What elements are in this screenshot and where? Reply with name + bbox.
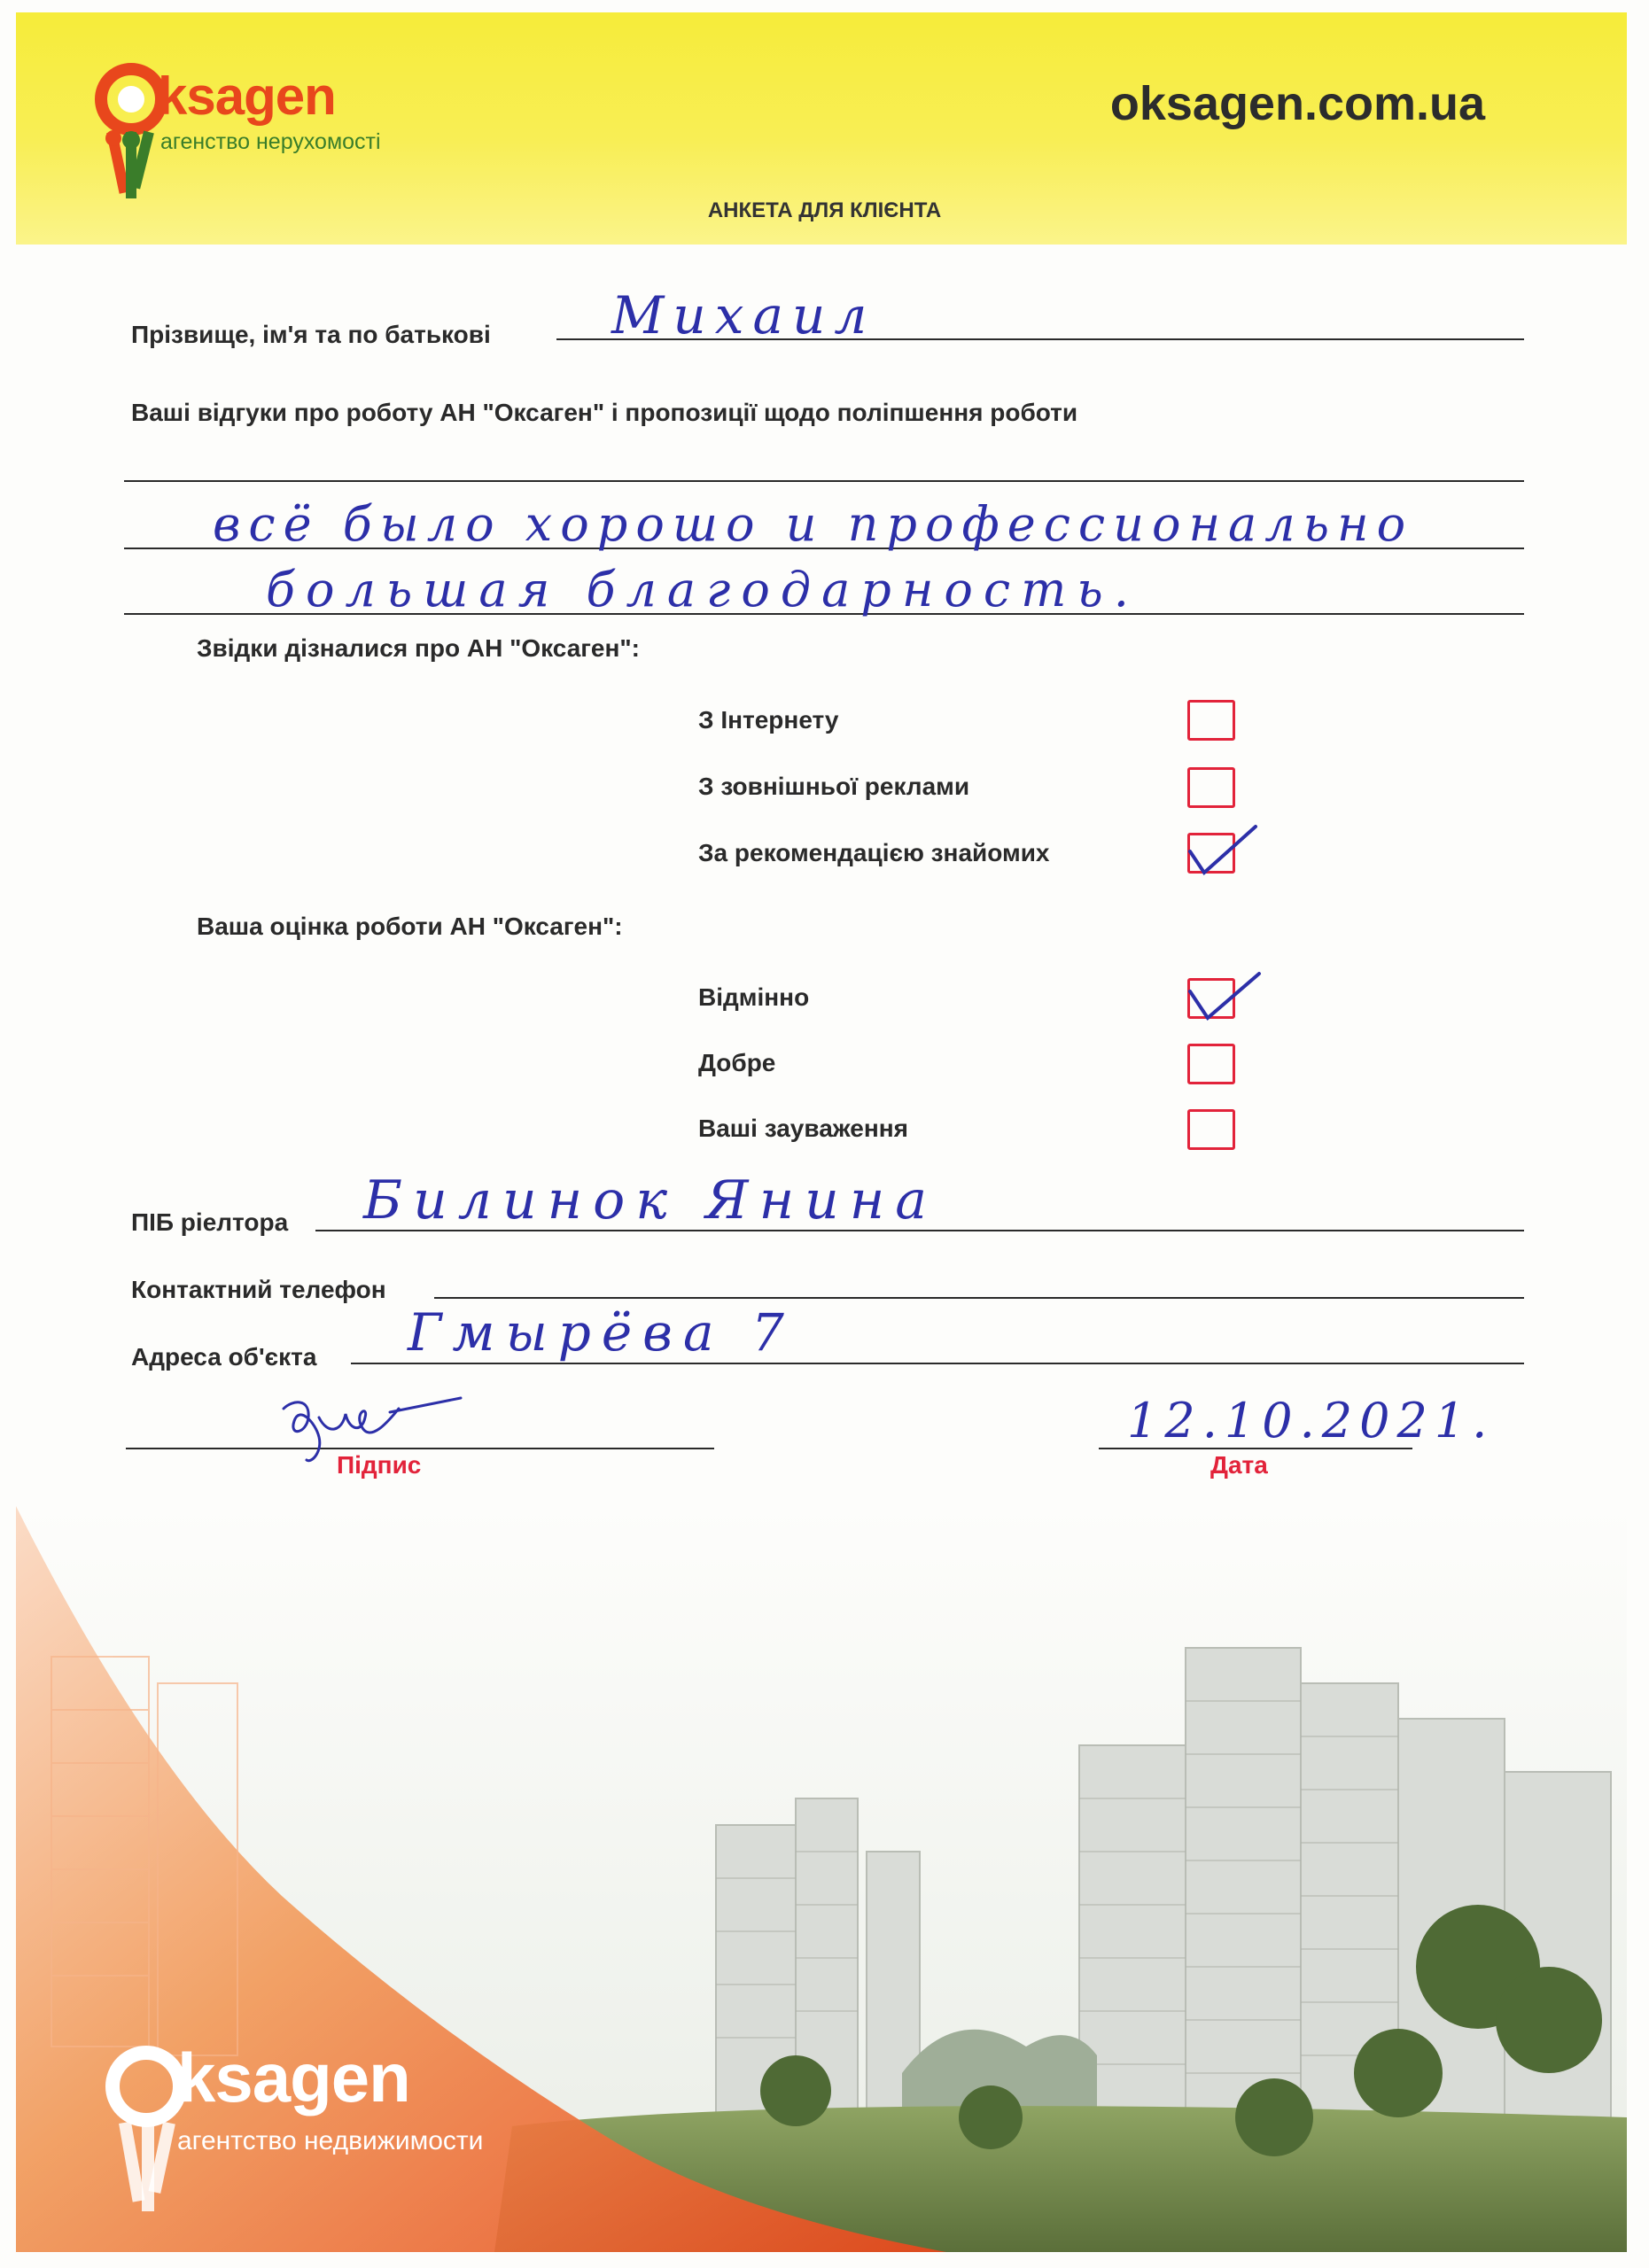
feedback-handwritten-2: большая благодарность. — [266, 562, 1140, 617]
signature-label: Підпис — [337, 1451, 422, 1479]
realtor-handwritten: Билинок Янина — [363, 1169, 938, 1231]
feedback-line-1 — [124, 480, 1524, 482]
address-label: Адреса об'єкта — [131, 1343, 317, 1371]
date-label: Дата — [1210, 1451, 1268, 1479]
source-label: Звідки дізналися про АН "Оксаген": — [197, 634, 641, 662]
checkbox-recommendation[interactable] — [1187, 833, 1235, 874]
checkmark-icon — [1185, 968, 1264, 1030]
phone-label: Контактний телефон — [131, 1276, 386, 1303]
checkbox-excellent[interactable] — [1187, 978, 1235, 1019]
agency-logo-top — [87, 57, 459, 207]
date-handwritten: 12.10.2021. — [1127, 1393, 1495, 1449]
key-logo-icon — [87, 57, 167, 207]
feedback-handwritten-1: всё было хорошо и профессионально — [213, 496, 1414, 552]
address-line — [351, 1363, 1524, 1364]
source-option-outdoor-ads: З зовнішньої реклами — [698, 773, 970, 800]
checkbox-outdoor-ads[interactable] — [1187, 767, 1235, 808]
logo-subtitle: агенство нерухомості — [160, 129, 381, 154]
logo-wordmark: ksagen — [177, 2039, 410, 2117]
checkbox-remarks[interactable] — [1187, 1109, 1235, 1150]
logo-subtitle: агентство недвижимости — [177, 2126, 484, 2155]
rating-option-excellent: Відмінно — [698, 983, 810, 1011]
source-option-recommendation: За рекомендацією знайомих — [698, 839, 1050, 866]
logo-wordmark: ksagen — [158, 66, 336, 126]
agency-logo-bottom — [97, 2038, 541, 2233]
form-title: АНКЕТА ДЛЯ КЛІЄНТА — [707, 198, 942, 222]
checkbox-internet[interactable] — [1187, 700, 1235, 741]
rating-option-remarks: Ваші зауваження — [698, 1115, 909, 1142]
key-logo-icon — [97, 2038, 186, 2233]
phone-line — [434, 1297, 1524, 1299]
name-handwritten: Михаил — [611, 285, 876, 346]
website-url: oksagen.com.ua — [1109, 77, 1485, 130]
checkmark-icon — [1185, 816, 1264, 887]
address-handwritten: Гмырёва 7 — [408, 1302, 795, 1363]
rating-label: Ваша оцінка роботи АН "Оксаген": — [197, 913, 623, 940]
checkbox-good[interactable] — [1187, 1044, 1235, 1084]
source-option-internet: З Інтернету — [698, 706, 839, 734]
name-label: Прізвище, ім'я та по батькові — [131, 321, 491, 348]
rating-option-good: Добре — [698, 1049, 776, 1076]
feedback-label: Ваші відгуки про роботу АН "Оксаген" і пропозиції щодо поліпшення роботи — [131, 399, 1078, 426]
realtor-label: ПІБ ріелтора — [131, 1208, 289, 1236]
